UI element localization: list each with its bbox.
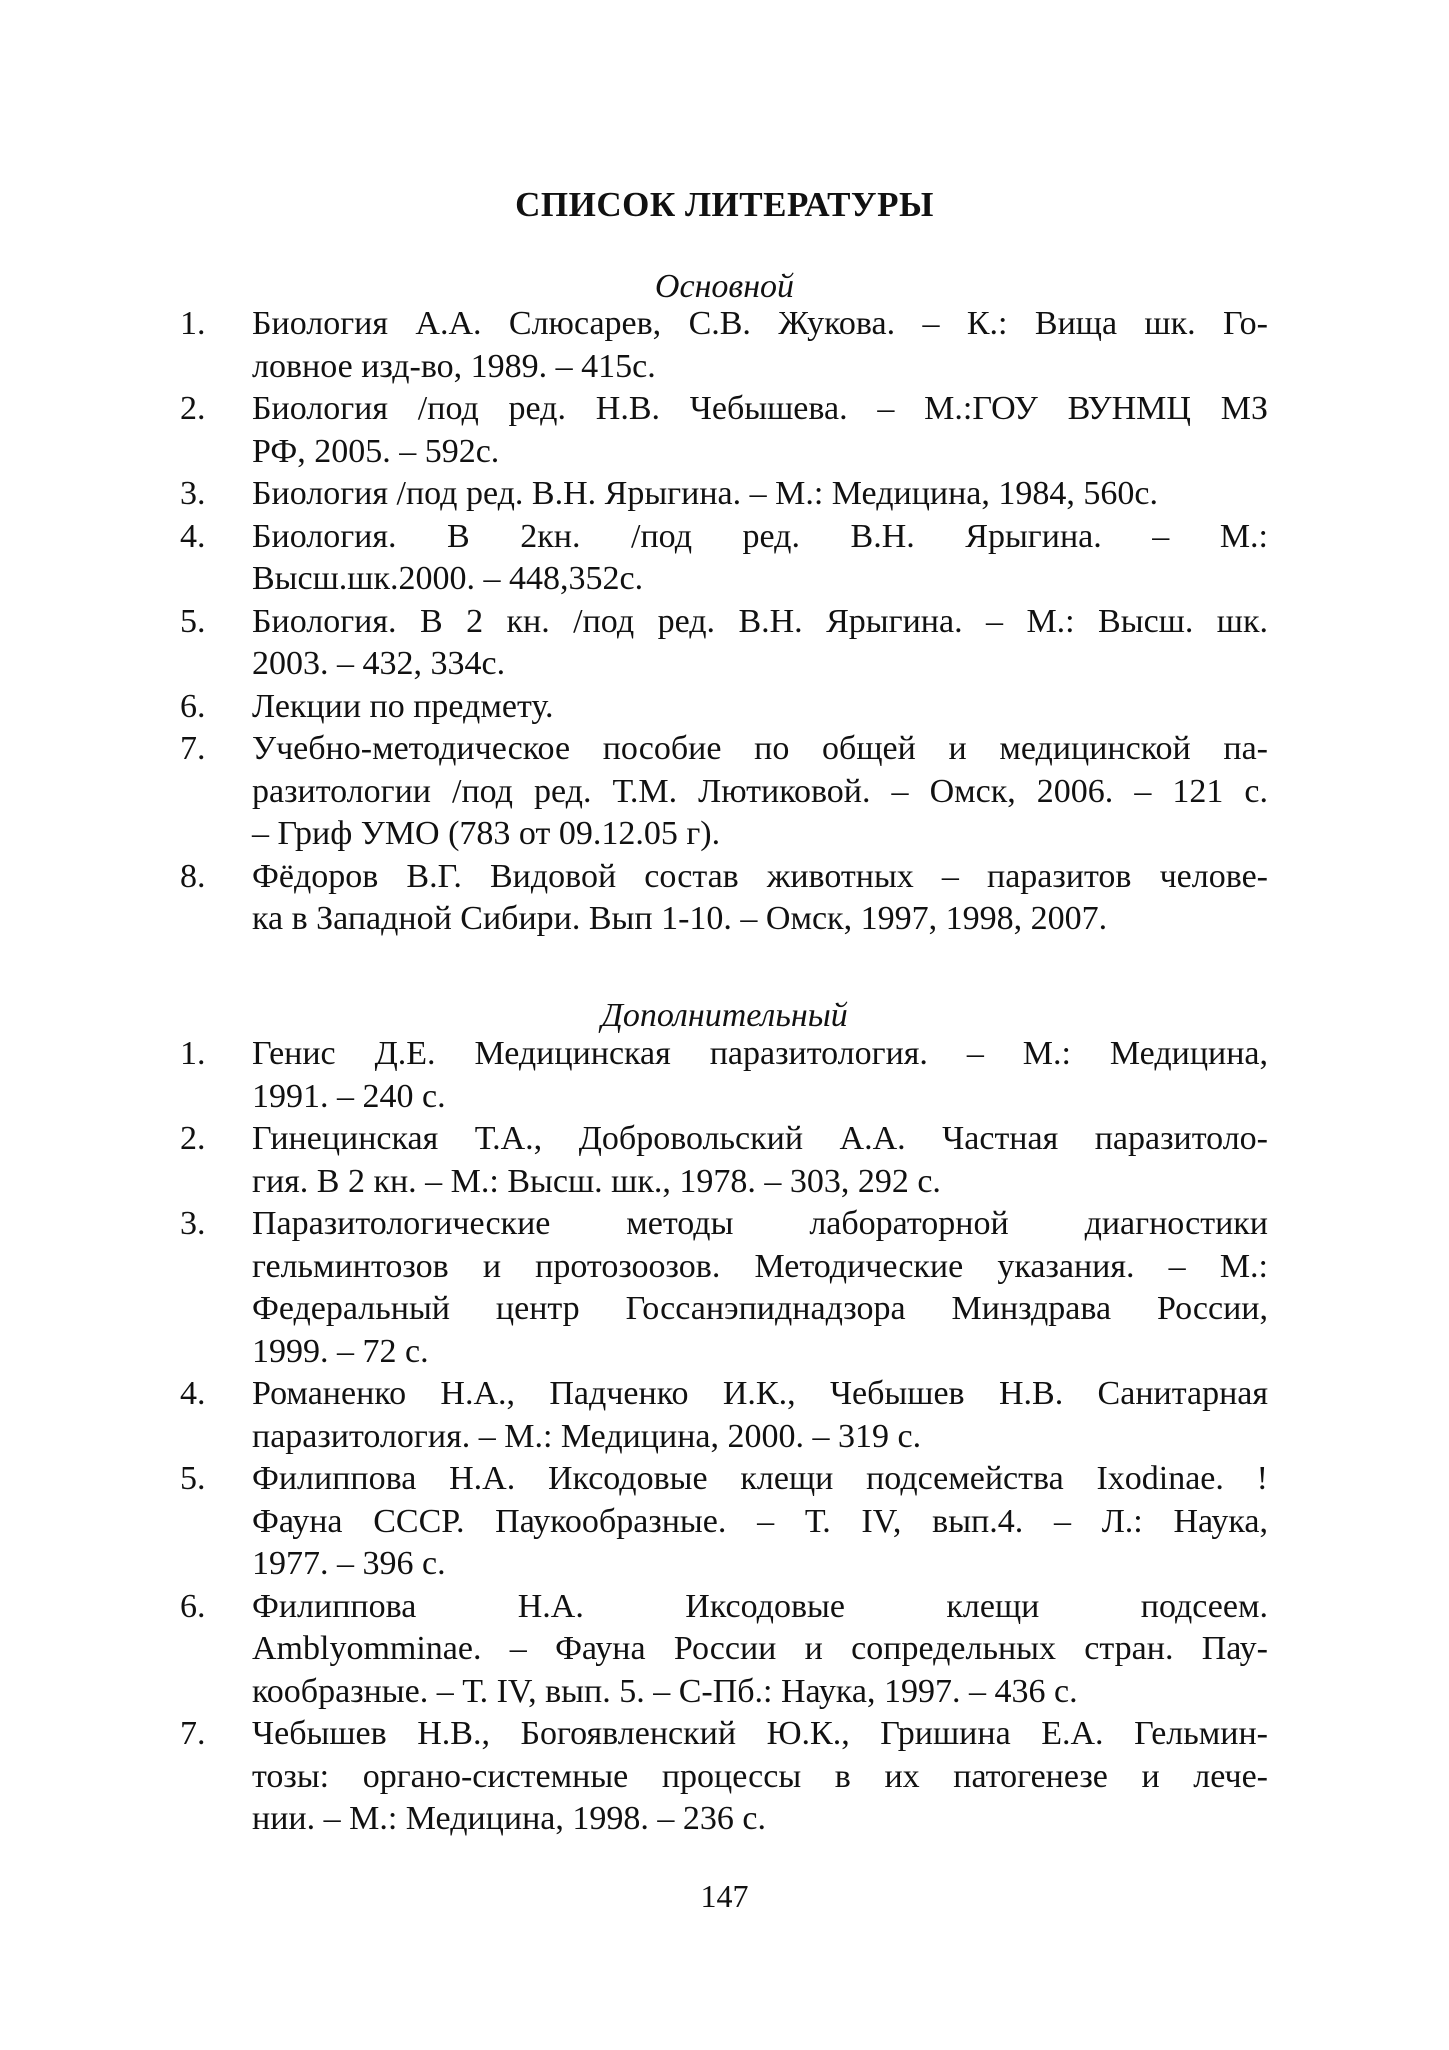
reference-text [252,601,1268,686]
reference-item [180,473,1268,516]
reference-item [180,388,1268,473]
section-heading-main: Основной [654,268,795,305]
reference-item [180,1373,1268,1458]
reference-number: 1. [180,305,206,342]
reference-line: 2003. – 432, 334с. [252,645,506,682]
reference-item [180,303,1268,388]
reference-line: тозы: органо-системные процессы в их патогенезе и лече- [252,1757,1268,1795]
reference-line: Фёдоров В.Г. Видовой состав животных – паразитов челове- [252,857,1268,895]
reference-line: Лекции по предмету. [252,687,554,725]
reference-number: 4. [180,1375,206,1412]
reference-line: кообразные. – Т. IV, вып. 5. – С-Пб.: Наука, 1997. – 436 с. [252,1672,1078,1710]
reference-line: разитологии /под ред. Т.М. Лютиковой. – Омск, 2006. – 121 с. [252,772,1268,810]
reference-line: Паразитологические методы лабораторной диагностики [252,1205,1268,1242]
reference-line: Учебно-методическое пособие по общей и медицинской па- [252,730,1268,767]
reference-line: Фауна СССР. Паукообразные. – Т. IV, вып.4. – Л.: Наука, [252,1502,1268,1540]
reference-line: Биология. В 2кн. /под ред. В.Н. Ярыгина. – М.: [252,517,1268,555]
reference-line: ка в Западной Сибири. Вып 1-10. – Омск, 1997, 1998, 2007. [252,900,1108,937]
reference-text [252,473,1268,516]
reference-line: Филиппова Н.А. Иксодовые клещи подсеем. [252,1587,1268,1625]
reference-line: 1977. – 396 с. [252,1545,446,1582]
reference-line: 1999. – 72 с. [252,1332,429,1370]
reference-line: Биология /под ред. Н.В. Чебышева. – М.:ГОУ ВУНМЦ МЗ [252,390,1268,427]
reference-line: Amblyomminae. – Фауна России и сопредельных стран. Пау- [252,1630,1268,1667]
reference-number: 4. [180,517,206,555]
reference-number: 2. [180,390,206,427]
reference-line: паразитология. – М.: Медицина, 2000. – 319 с. [252,1417,922,1455]
reference-number: 1. [180,1035,206,1072]
reference-line: Высш.шк.2000. – 448,352с. [252,560,644,597]
reference-text [252,303,1268,388]
reference-line: Филиппова Н.А. Иксодовые клещи подсемейства Ixodinae. ! [252,1460,1268,1497]
reference-list-additional [180,1033,1268,1841]
reference-number: 7. [180,1715,206,1752]
reference-line: Чебышев Н.В., Богоявленский Ю.К., Гришина Е.А. Гельмин- [252,1715,1268,1752]
reference-line: Генис Д.Е. Медицинская паразитология. – М.: Медицина, [252,1035,1268,1072]
reference-item [180,516,1268,601]
reference-number: 6. [180,1587,206,1625]
reference-line: Биология /под ред. В.Н. Ярыгина. – М.: Медицина, 1984, 560с. [252,475,1158,512]
page-number: 147 [700,1878,749,1914]
reference-list-main [180,303,1268,941]
reference-text [252,1586,1268,1714]
reference-text [252,1458,1268,1586]
reference-line: 1991. – 240 с. [252,1077,446,1115]
reference-item [180,1458,1268,1586]
reference-line: ловное изд-во, 1989. – 415с. [252,347,656,385]
reference-text [252,686,1268,729]
section-heading-additional: Дополнительный [601,997,848,1034]
reference-item [180,1033,1268,1118]
reference-text [252,728,1268,856]
reference-item [180,1118,1268,1203]
reference-text [252,1713,1268,1841]
reference-text [252,1033,1268,1118]
reference-text [252,1203,1268,1373]
reference-text [252,856,1268,941]
reference-line: Биология. В 2 кн. /под ред. В.Н. Ярыгина. – М.: Высш. шк. [252,602,1268,640]
reference-text [252,1118,1268,1203]
reference-number: 7. [180,730,206,767]
reference-line: – Гриф УМО (783 от 09.12.05 г). [252,815,721,852]
reference-item [180,1713,1268,1841]
reference-number: 5. [180,1460,206,1497]
reference-number: 5. [180,602,206,640]
reference-text [252,516,1268,601]
reference-item [180,686,1268,729]
reference-line: нии. – М.: Медицина, 1998. – 236 с. [252,1800,766,1837]
reference-number: 2. [180,1120,206,1157]
reference-item [180,1203,1268,1373]
reference-number: 3. [180,1205,206,1242]
page-title: СПИСОК ЛИТЕРАТУРЫ [515,185,934,224]
reference-item [180,856,1268,941]
reference-line: гельминтозов и протозоозов. Методические указания. – М.: [252,1247,1268,1285]
reference-line: РФ, 2005. – 592с. [252,432,500,470]
reference-line: Федеральный центр Госсанэпиднадзора Минздрава России, [252,1290,1268,1327]
reference-item [180,601,1268,686]
reference-line: Гинецинская Т.А., Добровольский А.А. Частная паразитоло- [252,1120,1268,1157]
reference-text [252,388,1268,473]
reference-item [180,728,1268,856]
reference-line: Биология А.А. Слюсарев, С.В. Жукова. – К.: Вища шк. Го- [252,305,1268,342]
reference-number: 3. [180,475,206,512]
reference-text [252,1373,1268,1458]
reference-number: 6. [180,687,206,725]
reference-line: Романенко Н.А., Падченко И.К., Чебышев Н.В. Санитарная [252,1375,1268,1412]
reference-number: 8. [180,857,206,895]
reference-line: гия. В 2 кн. – М.: Высш. шк., 1978. – 303, 292 с. [252,1162,941,1200]
reference-item [180,1586,1268,1714]
